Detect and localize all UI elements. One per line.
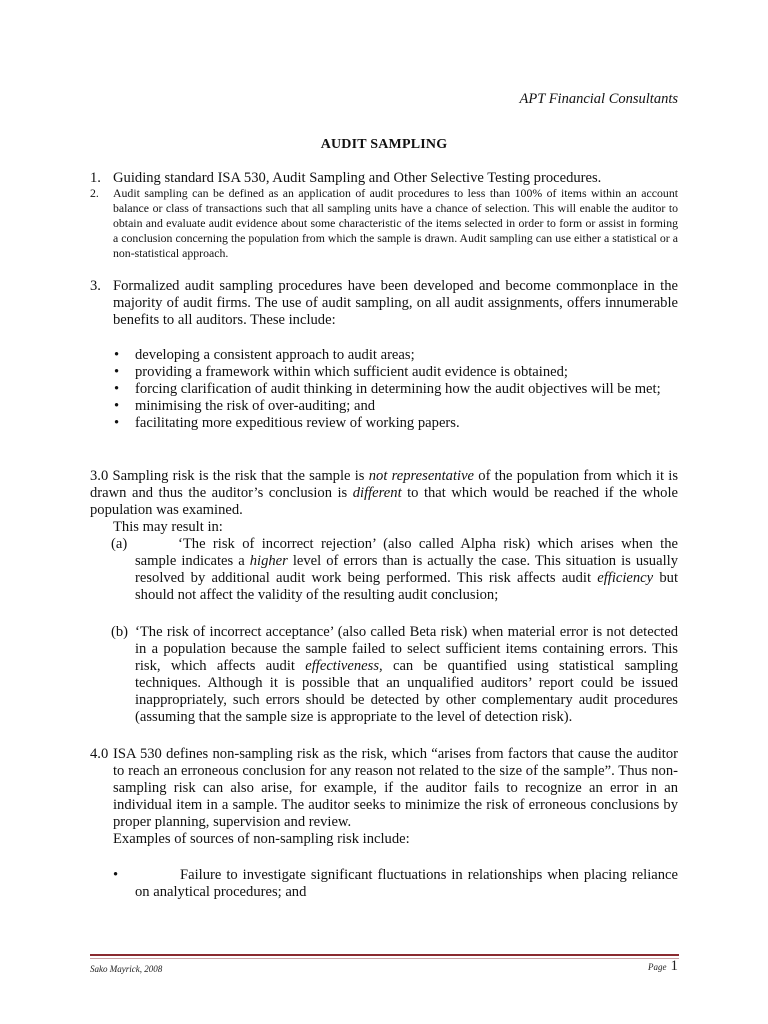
risk-item-b-wrap (90, 624, 678, 726)
section-3-0 (90, 468, 678, 604)
item-2 (90, 186, 678, 261)
bullet-icon: • (114, 398, 120, 414)
sampling-risk-paragraph: 3.0 Sampling risk is the risk that the sample is not representative of the population from which it is drawn and thus the auditor’s conclusion is different to that which would be reached if the whole population was examined. (90, 468, 678, 518)
item-3-number: 3. (90, 278, 101, 294)
item-2-text: Audit sampling can be defined as an application of audit procedures to less than 100% of items within an account balance or class of transactions such that all sampling units have a chance of selection. This will enable the auditor to obtain and evaluate audit evidence about some characteristic of the items selected in order to form or assist in forming a conclusion concerning the population from which the sample is drawn. Audit sampling can use either a statistical or a non-statistical approach. (113, 186, 678, 260)
non-sampling-examples (90, 867, 678, 901)
footer-rule-secondary (90, 958, 679, 959)
section-4-0 (90, 746, 678, 848)
header-company: APT Financial Consultants (519, 91, 678, 107)
list-item: • forcing clarification of audit thinking in determining how the audit objectives will be met; (114, 381, 661, 397)
footer-page (648, 958, 678, 975)
list-item: • facilitating more expeditious review of working papers. (114, 415, 460, 431)
risk-item-a: (a) ‘The risk of incorrect rejection’ (also called Alpha risk) which arises when the sample indicates a higher level of errors than is actually the case. This situation is usually resolved by additional audit work being performed. This risk affects audit efficiency but should not affect the validity of the resulting audit conclusion; (111, 536, 679, 603)
list-item: • minimising the risk of over-auditing; and (114, 398, 376, 414)
item-1-text: Guiding standard ISA 530, Audit Sampling and Other Selective Testing procedures. (113, 170, 602, 186)
list-item: • Failure to investigate significant fluctuations in relationships when placing reliance on analytical procedures; and (113, 867, 678, 900)
bullet-icon: • (114, 415, 120, 431)
list-item: • providing a framework within which sufficient audit evidence is obtained; (114, 364, 568, 380)
document-title: AUDIT SAMPLING (320, 137, 448, 152)
non-sampling-risk-paragraph: 4.0 ISA 530 defines non-sampling risk as the risk, which “arises from factors that cause the auditor to reach an erroneous conclusion for any reason not related to the size of the sample”. Thus non-sampling risk can also arise, for example, if the auditor fails to recognize an error in an individual item in a sample. The auditor seeks to minimize the risk of erroneous conclusions by proper planning, supervision and review. (90, 746, 678, 830)
item-1-number: 1. (90, 170, 101, 186)
footer-author: Sako Mayrick, 2008 (90, 964, 163, 974)
bullet-icon: • (113, 867, 119, 883)
item-3-text: Formalized audit sampling procedures have been developed and become commonplace in the majority of audit firms. The use of audit sampling, on all audit assignments, offers innumerable benefits to all auditors. These include: (113, 278, 678, 328)
bullet-icon: • (114, 381, 120, 397)
benefits-list (90, 347, 678, 432)
page-number: 1 (670, 958, 678, 974)
bullet-icon: • (114, 347, 120, 363)
non-sampling-risk-lead: Examples of sources of non-sampling risk include: (113, 831, 410, 847)
item-1 (90, 170, 678, 187)
footer-rule (90, 954, 679, 956)
list-item: • developing a consistent approach to audit areas; (114, 347, 415, 363)
item-2-number: 2. (90, 186, 99, 200)
sampling-risk-lead: This may result in: (113, 519, 223, 535)
page-label: Page (648, 962, 667, 972)
risk-item-b: (b) ‘The risk of incorrect acceptance’ (also called Beta risk) when material error is not detected in a population because the sample failed to select sufficient items containing errors. This risk, which affects audit effectiveness, can be quantified using statistical sampling techniques. Although it is possible that an unqualified auditors’ report could be issued inappropriately, such errors should be detected by other complementary audit procedures (assuming that the sample size is appropriate to the level of detection risk). (111, 624, 678, 725)
item-3 (90, 278, 678, 329)
bullet-icon: • (114, 364, 120, 380)
